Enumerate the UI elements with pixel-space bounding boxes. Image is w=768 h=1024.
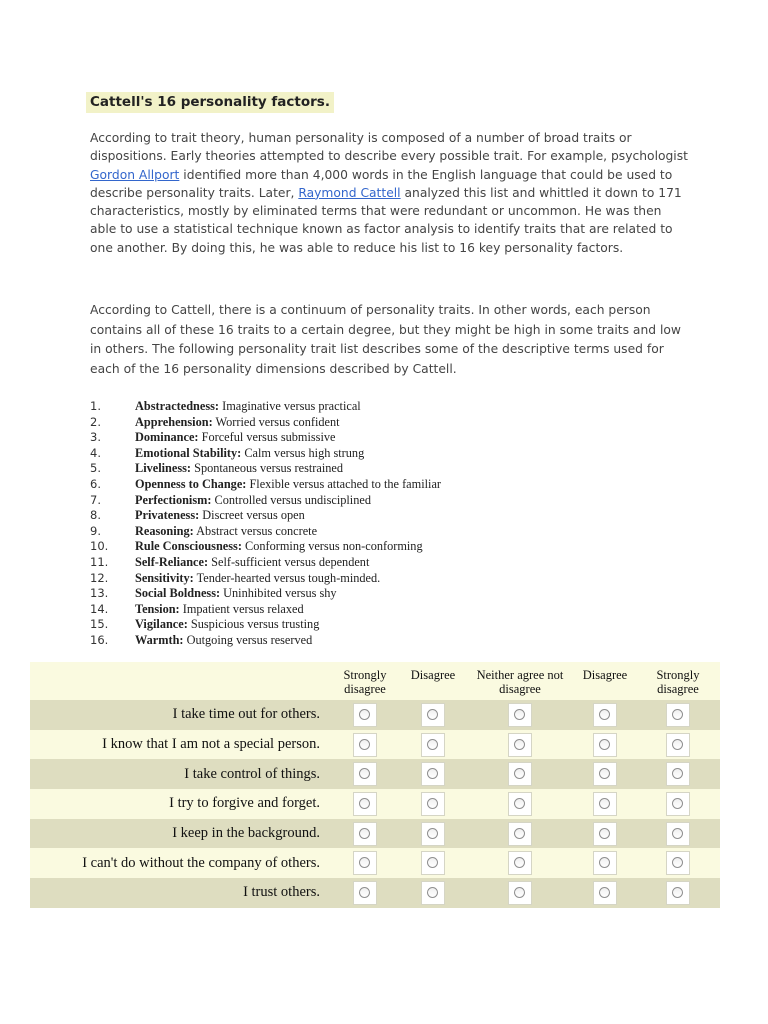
- radio-box: [593, 703, 617, 727]
- radio-button[interactable]: [427, 709, 438, 720]
- factor-desc: Controlled versus undisciplined: [211, 492, 371, 507]
- factor-number: 11.: [90, 554, 109, 569]
- factor-name: Social Boldness:: [135, 586, 221, 601]
- factor-number: 8.: [90, 508, 101, 523]
- answer-cell: [636, 759, 720, 789]
- list-item: [90, 602, 441, 618]
- factor-desc: Tender-hearted versus tough-minded.: [193, 570, 381, 585]
- header-disagree-2: Disagree: [574, 662, 636, 700]
- answer-cell: [400, 878, 466, 908]
- radio-button[interactable]: [672, 887, 683, 898]
- answer-cell: [400, 848, 466, 878]
- header-blank: [30, 662, 330, 700]
- factor-name: Tension:: [135, 601, 180, 616]
- factor-name: Vigilance:: [135, 617, 188, 632]
- answer-cell: [400, 789, 466, 819]
- answer-cell: [574, 819, 636, 849]
- radio-box: [508, 762, 532, 786]
- factor-name: Dominance:: [135, 430, 199, 445]
- continuum-paragraph: According to Cattell, there is a continuum of personality traits. In other words, each person contains all of these 16 traits to a certain degree, but they might be high in some traits and low in others. The following personality trait list describes some of the descriptive terms used for each of the 16 personality dimensions described by Cattell.: [90, 303, 681, 376]
- radio-box: [666, 762, 690, 786]
- radio-button[interactable]: [427, 768, 438, 779]
- radio-button[interactable]: [514, 887, 525, 898]
- answer-cell: [330, 759, 400, 789]
- survey-table: [30, 662, 720, 908]
- factor-number: 13.: [90, 586, 109, 601]
- factor-desc: Imaginative versus practical: [219, 399, 361, 413]
- factor-name: Abstractedness:: [135, 399, 220, 413]
- question-text: I know that I am not a special person.: [30, 730, 330, 760]
- radio-button[interactable]: [672, 828, 683, 839]
- question-text: I take time out for others.: [30, 700, 330, 730]
- factor-number: 9.: [90, 523, 101, 538]
- radio-box: [593, 762, 617, 786]
- radio-box: [508, 703, 532, 727]
- radio-button[interactable]: [599, 887, 610, 898]
- radio-box: [666, 822, 690, 846]
- radio-box: [353, 822, 377, 846]
- radio-button[interactable]: [427, 887, 438, 898]
- radio-button[interactable]: [672, 857, 683, 868]
- radio-box: [353, 703, 377, 727]
- header-strongly-disagree-2: Strongly disagree: [636, 662, 720, 700]
- answer-cell: [466, 848, 574, 878]
- radio-box: [666, 703, 690, 727]
- radio-box: [593, 881, 617, 905]
- gordon-allport-link[interactable]: Gordon Allport: [90, 167, 180, 182]
- list-item: [90, 508, 441, 524]
- table-row: [30, 730, 720, 760]
- table-row: [30, 789, 720, 819]
- question-text: I trust others.: [30, 878, 330, 908]
- radio-box: [593, 822, 617, 846]
- radio-box: [666, 881, 690, 905]
- factor-name: Warmth:: [135, 632, 184, 647]
- answer-cell: [400, 730, 466, 760]
- answer-cell: [330, 878, 400, 908]
- radio-box: [353, 762, 377, 786]
- factor-number: 15.: [90, 617, 109, 632]
- list-item: [90, 586, 441, 602]
- answer-cell: [636, 878, 720, 908]
- factor-name: Emotional Stability:: [135, 445, 242, 460]
- list-item: [90, 415, 441, 431]
- question-text: I try to forgive and forget.: [30, 789, 330, 819]
- factor-number: 10.: [90, 539, 109, 554]
- answer-cell: [636, 848, 720, 878]
- answer-cell: [574, 878, 636, 908]
- radio-box: [508, 822, 532, 846]
- factor-desc: Abstract versus concrete: [193, 523, 318, 538]
- radio-button[interactable]: [599, 768, 610, 779]
- radio-box: [421, 822, 445, 846]
- list-item: [90, 461, 441, 477]
- radio-box: [508, 851, 532, 875]
- answer-cell: [574, 730, 636, 760]
- factor-desc: Flexible versus attached to the familiar: [246, 476, 442, 491]
- answer-cell: [466, 700, 574, 730]
- radio-box: [353, 733, 377, 757]
- factor-number: 7.: [90, 492, 101, 507]
- radio-box: [508, 792, 532, 816]
- list-item: [90, 477, 441, 493]
- radio-button[interactable]: [599, 828, 610, 839]
- answer-cell: [574, 848, 636, 878]
- list-item: [90, 617, 441, 633]
- radio-box: [593, 792, 617, 816]
- table-row: [30, 848, 720, 878]
- answer-cell: [330, 700, 400, 730]
- question-text: I keep in the background.: [30, 819, 330, 849]
- factor-number: 14.: [90, 601, 109, 616]
- factor-desc: Discreet versus open: [199, 508, 305, 523]
- list-item: [90, 539, 441, 555]
- list-item: [90, 524, 441, 540]
- header-neither: Neither agree not disagree: [466, 662, 574, 700]
- list-item: [90, 555, 441, 571]
- factor-name: Sensitivity:: [135, 570, 194, 585]
- survey-header-row: [30, 662, 720, 700]
- radio-box: [353, 881, 377, 905]
- radio-button[interactable]: [514, 798, 525, 809]
- factor-desc: Outgoing versus reserved: [183, 632, 313, 647]
- radio-button[interactable]: [427, 857, 438, 868]
- answer-cell: [574, 759, 636, 789]
- answer-cell: [400, 759, 466, 789]
- header-strongly-disagree: Strongly disagree: [330, 662, 400, 700]
- factor-desc: Impatient versus relaxed: [179, 601, 304, 616]
- radio-box: [666, 792, 690, 816]
- factor-desc: Uninhibited versus shy: [220, 586, 337, 601]
- answer-cell: [400, 819, 466, 849]
- article-title-wrap: [86, 92, 334, 113]
- radio-box: [421, 733, 445, 757]
- radio-button[interactable]: [672, 798, 683, 809]
- list-item: [90, 446, 441, 462]
- intro-text-3: analyzed this list and whittled it down to 171 characteristics, mostly by eliminated terms that were redundant or uncommon. He was then able to use a statistical technique known as factor analysis to identify traits that are related to one another. By doing this, he was able to reduce his list to 16 key personality factors.: [90, 185, 682, 255]
- factor-number: 2.: [90, 414, 101, 429]
- factor-desc: Conforming versus non-conforming: [241, 539, 423, 554]
- radio-button[interactable]: [599, 739, 610, 750]
- intro-text-1: According to trait theory, human personality is composed of a number of broad traits or dispositions. Early theories attempted to describe every possible trait. For example, psychologist: [90, 131, 688, 164]
- answer-cell: [636, 819, 720, 849]
- question-text: I take control of things.: [30, 759, 330, 789]
- radio-box: [666, 851, 690, 875]
- answer-cell: [574, 700, 636, 730]
- answer-cell: [466, 789, 574, 819]
- list-item: [90, 399, 441, 415]
- factor-desc: Worried versus confident: [212, 414, 340, 429]
- radio-box: [421, 703, 445, 727]
- answer-cell: [330, 848, 400, 878]
- radio-button[interactable]: [599, 857, 610, 868]
- radio-box: [666, 733, 690, 757]
- radio-button[interactable]: [359, 709, 370, 720]
- radio-button[interactable]: [359, 768, 370, 779]
- radio-box: [353, 792, 377, 816]
- list-item: [90, 493, 441, 509]
- factor-number: 3.: [90, 430, 101, 445]
- factor-number: 6.: [90, 476, 101, 491]
- factor-name: Apprehension:: [135, 414, 213, 429]
- radio-box: [508, 733, 532, 757]
- table-row: [30, 819, 720, 849]
- factor-list: [90, 399, 441, 649]
- radio-button[interactable]: [514, 739, 525, 750]
- answer-cell: [466, 819, 574, 849]
- radio-button[interactable]: [672, 709, 683, 720]
- radio-button[interactable]: [427, 828, 438, 839]
- answer-cell: [330, 730, 400, 760]
- factor-number: 12.: [90, 570, 109, 585]
- radio-button[interactable]: [359, 828, 370, 839]
- factor-number: 1.: [90, 399, 101, 413]
- radio-button[interactable]: [359, 887, 370, 898]
- radio-button[interactable]: [672, 739, 683, 750]
- radio-button[interactable]: [427, 739, 438, 750]
- radio-button[interactable]: [599, 798, 610, 809]
- answer-cell: [636, 789, 720, 819]
- radio-button[interactable]: [672, 768, 683, 779]
- factor-name: Rule Consciousness:: [135, 539, 242, 554]
- radio-button[interactable]: [599, 709, 610, 720]
- factor-number: 16.: [90, 632, 109, 647]
- header-disagree: Disagree: [400, 662, 466, 700]
- factor-number: 5.: [90, 461, 101, 476]
- answer-cell: [466, 759, 574, 789]
- radio-button[interactable]: [514, 828, 525, 839]
- intro-paragraph: [90, 129, 690, 257]
- factor-name: Liveliness:: [135, 461, 192, 476]
- answer-cell: [574, 789, 636, 819]
- intro-text-2: identified more than 4,000 words in the English language that could be used to describe personality traits. Later,: [90, 167, 673, 200]
- radio-button[interactable]: [359, 798, 370, 809]
- list-item: [90, 633, 441, 649]
- radio-button[interactable]: [514, 768, 525, 779]
- factor-number: 4.: [90, 445, 101, 460]
- answer-cell: [636, 730, 720, 760]
- answer-cell: [466, 730, 574, 760]
- radio-box: [353, 851, 377, 875]
- radio-button[interactable]: [359, 857, 370, 868]
- factor-name: Privateness:: [135, 508, 200, 523]
- answer-cell: [330, 819, 400, 849]
- factor-desc: Forceful versus submissive: [198, 430, 336, 445]
- radio-box: [593, 851, 617, 875]
- radio-box: [421, 792, 445, 816]
- radio-button[interactable]: [514, 709, 525, 720]
- radio-box: [593, 733, 617, 757]
- answer-cell: [636, 700, 720, 730]
- factor-name: Openness to Change:: [135, 476, 247, 491]
- radio-box: [421, 851, 445, 875]
- radio-button[interactable]: [427, 798, 438, 809]
- factor-desc: Calm versus high strung: [241, 445, 365, 460]
- radio-box: [421, 762, 445, 786]
- table-row: [30, 759, 720, 789]
- radio-box: [421, 881, 445, 905]
- question-text: I can't do without the company of others.: [30, 848, 330, 878]
- radio-button[interactable]: [359, 739, 370, 750]
- table-row: [30, 700, 720, 730]
- factor-desc: Suspicious versus trusting: [187, 617, 320, 632]
- factor-desc: Self-sufficient versus dependent: [208, 554, 370, 569]
- article-title: Cattell's 16 personality factors.: [86, 92, 334, 113]
- radio-box: [508, 881, 532, 905]
- factor-name: Reasoning:: [135, 523, 194, 538]
- answer-cell: [400, 700, 466, 730]
- factor-name: Self-Reliance:: [135, 554, 209, 569]
- list-item: [90, 430, 441, 446]
- table-row: [30, 878, 720, 908]
- answer-cell: [330, 789, 400, 819]
- list-item: [90, 571, 441, 587]
- raymond-cattell-link[interactable]: Raymond Cattell: [298, 185, 401, 200]
- radio-button[interactable]: [514, 857, 525, 868]
- answer-cell: [466, 878, 574, 908]
- factor-desc: Spontaneous versus restrained: [191, 461, 344, 476]
- factor-name: Perfectionism:: [135, 492, 212, 507]
